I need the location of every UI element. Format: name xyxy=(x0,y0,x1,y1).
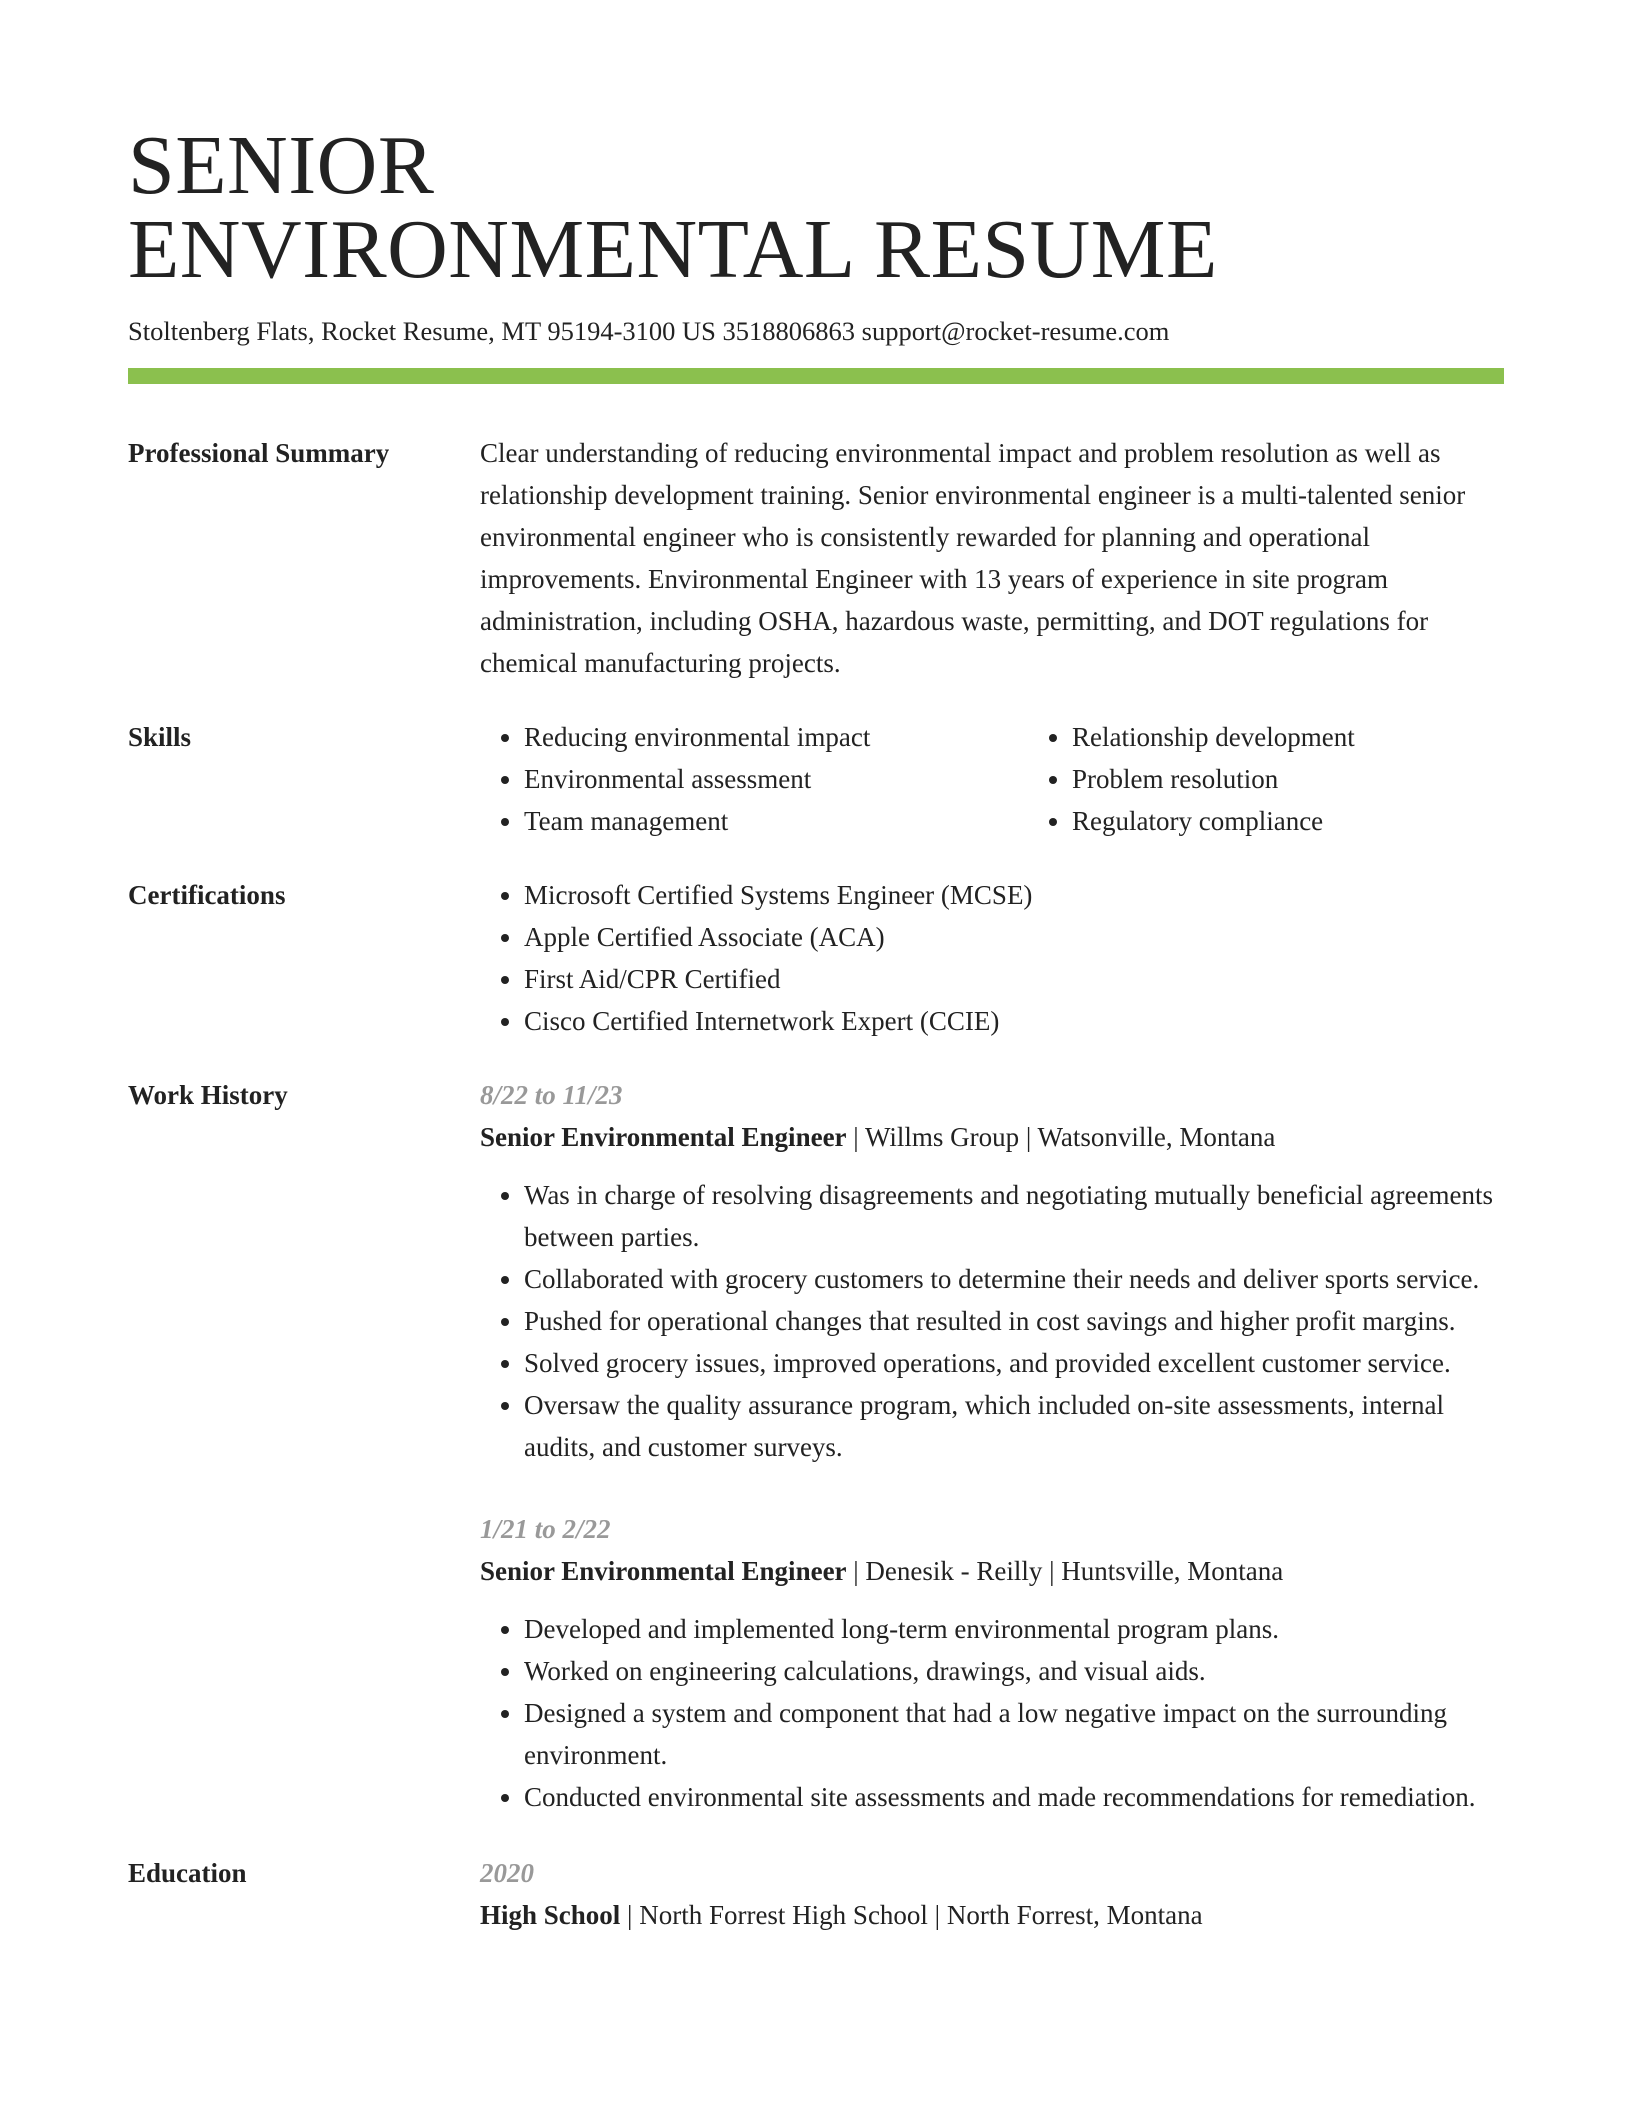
job-dates: 8/22 to 11/23 xyxy=(480,1080,623,1110)
skills-grid xyxy=(480,716,1576,842)
skill-item: • Environmental assessment xyxy=(524,758,1028,800)
certifications-body xyxy=(480,874,1504,1042)
job-dates: 1/21 to 2/22 xyxy=(480,1514,611,1544)
work-history-body xyxy=(480,1074,1504,1818)
skill-item: • Relationship development xyxy=(1072,716,1576,758)
job-entry xyxy=(480,1508,1504,1818)
job-bullet: • Worked on engineering calculations, drawings, and visual aids. xyxy=(524,1650,1504,1692)
job-role: Senior Environmental Engineer xyxy=(480,1556,847,1586)
section-professional-summary xyxy=(128,432,1504,684)
job-responsibilities xyxy=(480,1608,1504,1818)
job-responsibilities xyxy=(480,1174,1504,1468)
job-bullet: • Was in charge of resolving disagreements and negotiating mutually beneficial agreements between parties. xyxy=(524,1174,1504,1258)
section-label-work-history: Work History xyxy=(128,1080,288,1110)
contact-info: Stoltenberg Flats, Rocket Resume, MT 95194-3100 US 3518806863 support@rocket-resume.com xyxy=(128,316,1170,346)
certification-item: • Cisco Certified Internetwork Expert (CCIE) xyxy=(524,1000,1504,1042)
title-line-2: ENVIRONMENTAL RESUME xyxy=(128,203,1218,296)
education-line xyxy=(480,1894,1504,1936)
summary-text: Clear understanding of reducing environmental impact and problem resolution as well as relationship development training. Senior environmental engineer is a multi-talented senior environmental engineer who is consistently rewarded for planning and operational improvements. Environmental Engineer with 13 years of experience in site program administration, including OSHA, hazardous waste, permitting, and DOT regulations for chemical manufacturing projects. xyxy=(480,438,1466,678)
skill-item: • Team management xyxy=(524,800,1028,842)
job-bullet: • Designed a system and component that had a low negative impact on the surrounding environment. xyxy=(524,1692,1504,1776)
section-label-skills: Skills xyxy=(128,722,192,752)
education-school-location: | North Forrest High School | North Forrest, Montana xyxy=(620,1900,1203,1930)
title-line-1: SENIOR xyxy=(128,119,435,212)
section-certifications xyxy=(128,874,1504,1042)
job-bullet: • Oversaw the quality assurance program, which included on-site assessments, internal audits, and customer surveys. xyxy=(524,1384,1504,1468)
job-title-line xyxy=(480,1116,1504,1158)
skill-item: • Reducing environmental impact xyxy=(524,716,1028,758)
section-label-summary: Professional Summary xyxy=(128,438,390,468)
resume-title xyxy=(128,119,1504,296)
job-bullet: • Developed and implemented long-term environmental program plans. xyxy=(524,1608,1504,1650)
job-company-location: | Willms Group | Watsonville, Montana xyxy=(846,1122,1276,1152)
section-skills xyxy=(128,716,1504,842)
certification-item: • First Aid/CPR Certified xyxy=(524,958,1504,1000)
section-education xyxy=(128,1852,1504,1936)
job-bullet: • Solved grocery issues, improved operations, and provided excellent customer service. xyxy=(524,1342,1504,1384)
section-work-history xyxy=(128,1074,1504,1818)
job-bullet: • Collaborated with grocery customers to determine their needs and deliver sports service. xyxy=(524,1258,1504,1300)
job-title-line xyxy=(480,1550,1504,1592)
job-bullet: • Pushed for operational changes that resulted in cost savings and higher profit margins. xyxy=(524,1300,1504,1342)
job-entry xyxy=(480,1074,1504,1468)
skills-column-2 xyxy=(1028,716,1576,842)
job-bullet: • Conducted environmental site assessments and made recommendations for remediation. xyxy=(524,1776,1504,1818)
certification-item: • Apple Certified Associate (ACA) xyxy=(524,916,1504,958)
job-role: Senior Environmental Engineer xyxy=(480,1122,847,1152)
accent-divider xyxy=(128,368,1504,384)
education-body xyxy=(480,1852,1504,1936)
education-year: 2020 xyxy=(480,1858,534,1888)
skills-body xyxy=(480,716,1576,842)
section-label-education: Education xyxy=(128,1858,247,1888)
skill-item: • Problem resolution xyxy=(1072,758,1576,800)
job-company-location: | Denesik - Reilly | Huntsville, Montana xyxy=(846,1556,1284,1586)
education-degree: High School xyxy=(480,1900,621,1930)
section-label-certifications: Certifications xyxy=(128,880,286,910)
certifications-list xyxy=(480,874,1504,1042)
skills-column-1 xyxy=(480,716,1028,842)
skill-item: • Regulatory compliance xyxy=(1072,800,1576,842)
certification-item: • Microsoft Certified Systems Engineer (MCSE) xyxy=(524,874,1504,916)
